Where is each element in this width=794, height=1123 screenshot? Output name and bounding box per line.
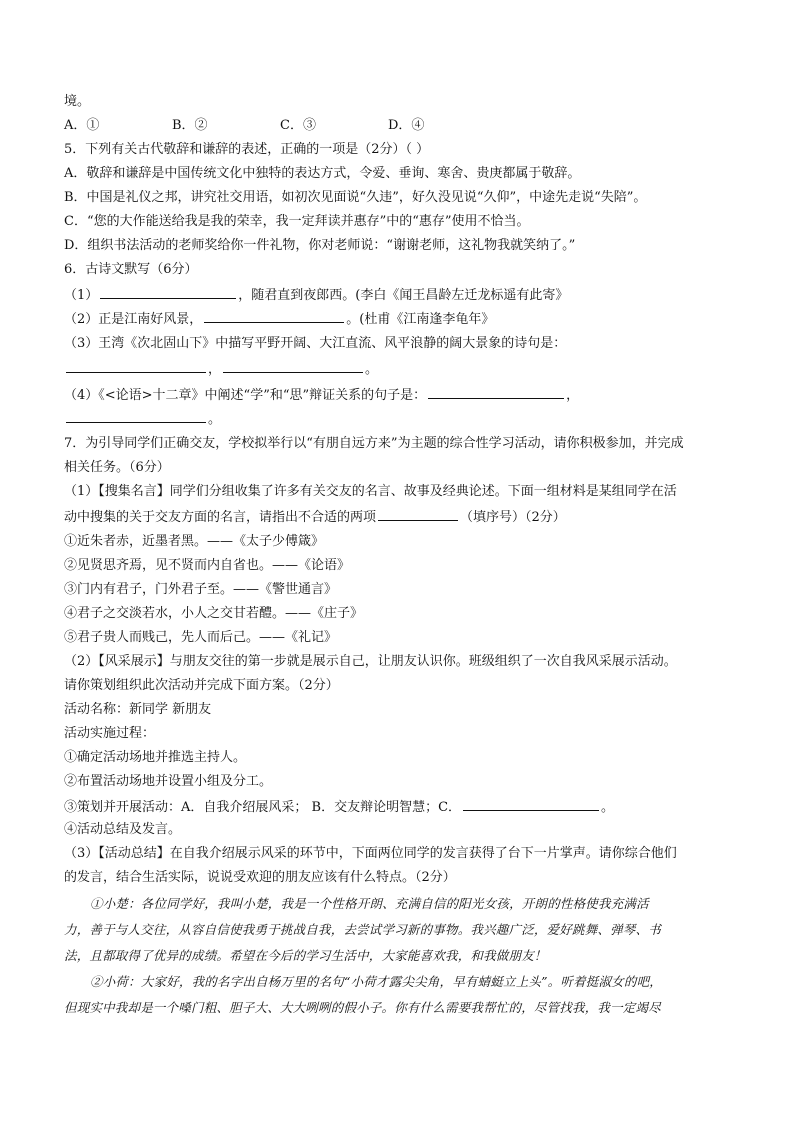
q6-item-4-text: （4）《<论语>十二章》中阐述“学”和“思”辩证关系的句子是： (64, 388, 427, 403)
q4-option-b: B．② (172, 118, 208, 133)
period: 。 (365, 362, 379, 377)
q4-options (64, 118, 496, 134)
q5-stem: 5．下列有关古代敬辞和谦辞的表述，正确的一项是（2分）（ ） (64, 142, 430, 157)
q7-part2-line2: 请你策划组织此次活动并完成下面方案。（2分） (64, 678, 339, 693)
q6-item-1-label: （1） (64, 288, 99, 303)
q5-option-c: C．“您的大作能送给我是我的荣幸，我一定拜读并惠存”中的“惠存”使用不恰当。 (64, 214, 530, 229)
q6-blank-3a[interactable] (66, 360, 206, 373)
q7-part3-line2: 的发言，结合生活实际，说说受欢迎的朋友应该有什么特点。（2分） (64, 870, 456, 885)
q7-part2-line1: （2）【风采展示】与朋友交往的第一步就是展示自己，让朋友认识你。班级组织了一次自我风采展示活动。 (64, 654, 677, 669)
quote-2: ②见贤思齐焉，见不贤而内自省也。——《论语》 (64, 558, 351, 573)
q7-part1-tail: （填序号）（2分） (460, 510, 566, 525)
quote-3: ③门内有君子，门外君子至。——《警世通言》 (64, 582, 338, 597)
q5-option-a: A．敬辞和谦辞是中国传统文化中独特的表达方式，令爱、垂询、寒舍、贵庚都属于敬辞。 (64, 166, 581, 181)
speech-1-line3: 法，且都取得了优异的成绩。希望在今后的学习生活中，大家能喜欢我，和我做朋友！ (64, 948, 547, 963)
q7-part1-line2 (64, 508, 566, 526)
q4-option-d: D．④ (388, 118, 425, 133)
q6-item-3-answer (64, 360, 378, 378)
quote-1: ①近朱者赤，近墨者黑。——《太子少傅箴》 (64, 534, 325, 549)
step-1: ①确定活动场地并推选主持人。 (64, 750, 247, 765)
q5-option-b: B．中国是礼仪之邦，讲究社交用语，如初次见面说“久违”，好久没见说“久仰”，中途先走说“失陪”。 (64, 190, 647, 205)
comma: ， (566, 388, 580, 403)
q6-blank-2[interactable] (204, 310, 344, 323)
step-2: ②布置活动场地并设置小组及分工。 (64, 774, 273, 789)
activity-name: 活动名称：新同学 新朋友 (64, 702, 212, 717)
q6-blank-1[interactable] (100, 286, 236, 299)
step-3-text: ③策划并开展活动：A．自我介绍展风采； B．交友辩论明智慧；C． (64, 800, 462, 815)
q6-blank-4a[interactable] (428, 386, 564, 399)
q7-blank-2[interactable] (463, 798, 599, 811)
q7-blank-1[interactable] (378, 508, 458, 521)
quote-4: ④君子之交淡若水，小人之交甘若醴。——《庄子》 (64, 606, 364, 621)
q6-item-4 (64, 386, 579, 404)
q6-item-1-text: ，随君直到夜郎西。(李白《闻王昌龄左迁龙标遥有此寄》 (238, 288, 569, 303)
period: 。 (208, 412, 222, 427)
q4-option-c: C．③ (280, 118, 316, 133)
q6-item-3: （3）王湾《次北固山下》中描写平野开阔、大江直流、风平浪静的阔大景象的诗句是： (64, 336, 567, 351)
q6-blank-3b[interactable] (223, 360, 363, 373)
q7-part3-line1: （3）【活动总结】在自我介绍展示风采的环节中，下面两位同学的发言获得了台下一片掌声。请你综合他们 (64, 846, 677, 861)
q6-item-2 (64, 310, 494, 328)
step-4: ④活动总结及发言。 (64, 822, 182, 837)
q6-stem: 6．古诗文默写（6分） (64, 262, 198, 277)
q6-item-1 (64, 286, 568, 304)
q7-stem-2: 相关任务。（6分） (64, 460, 170, 475)
q7-part1-text: 动中搜集的关于交友方面的名言，请指出不合适的两项 (64, 510, 377, 525)
q7-part1-line1: （1）【搜集名言】同学们分组收集了许多有关交友的名言、故事及经典论述。下面一组材料是某组同学在活 (64, 484, 677, 499)
q6-item-2-text: （2）正是江南好风景， (64, 312, 203, 327)
q6-blank-4b[interactable] (66, 410, 206, 423)
q6-item-2-source: 。(杜甫《江南逢李龟年》 (346, 312, 495, 327)
q4-option-a: A．① (64, 118, 100, 133)
step-3 (64, 798, 614, 816)
speech-2-line1: ②小荷：大家好，我的名字出自杨万里的名句“小荷才露尖尖角，早有蜻蜓立上头”。听着挺淑女的吧， (90, 974, 662, 989)
q5-option-d: D．组织书法活动的老师奖给你一件礼物，你对老师说：“谢谢老师，这礼物我就笑纳了。” (64, 238, 576, 253)
speech-2-line2: 但现实中我却是一个嗓门粗、胆子大、大大咧咧的假小子。你有什么需要我帮忙的，尽管找我，我一定竭尽 (64, 1000, 661, 1015)
step-3-tail: 。 (601, 800, 615, 815)
speech-1-line1: ①小楚：各位同学好，我叫小楚，我是一个性格开朗、充满自信的阳光女孩，开朗的性格使我充满活 (90, 896, 649, 911)
activity-process: 活动实施过程： (64, 726, 156, 741)
q7-stem-1: 7．为引导同学们正确交友，学校拟举行以“有朋自远方来”为主题的综合性学习活动，请你积极参加，并完成 (64, 436, 684, 451)
comma: ， (208, 362, 222, 377)
speech-1-line2: 力，善于与人交往，从容自信使我勇于挑战自我，去尝试学习新的事物。我兴趣广泛，爱好跳舞、弹琴、书 (64, 922, 661, 937)
q6-item-4-answer (64, 410, 221, 428)
q4-tail: 境。 (64, 94, 91, 109)
quote-5: ⑤君子贵人而贱己，先人而后己。——《礼记》 (64, 630, 338, 645)
